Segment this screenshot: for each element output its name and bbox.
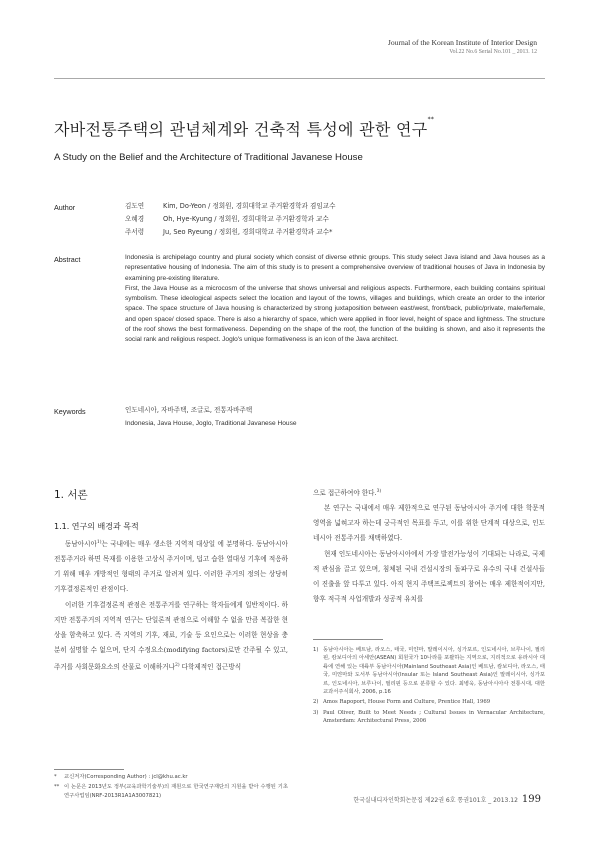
- footnote-item: [54, 773, 288, 781]
- author-korean-name: 주서령: [125, 228, 145, 236]
- abstract-label: Abstract: [54, 255, 81, 264]
- body-text: 이러한 기후결정론적 관점은 전통주거를 연구하는 학자들에게 일반적이다. 하지만 전통주거의 지역적 연구는 단일론적 관점으로 이해할 수 없을 만큼 복잡한 현상을 함축하고 있다. 즉 지역의 기후, 재료, 기술 등 요인으로는 이러한 현상을 충분히 설명할 수 없으며, 단지 수정요소(modifying factors)로만 간주될 수 있고, 주거를 사회문화요소의 산물로 이해하거나: [54, 600, 288, 672]
- abstract-body: [125, 253, 545, 346]
- footnote-text: Paul Oliver, Built to Meet Needs ; Cultural Issues in Vernacular Architecture, Amsterdam: Architectural Press, 2006: [323, 709, 545, 725]
- body-text: 으로 접근하여야 한다.: [313, 489, 377, 498]
- body-paragraph: [313, 547, 545, 607]
- footnote-text: Amos Rapoport, House Form and Culture, Prentice Hall, 1969: [323, 699, 491, 706]
- left-footnotes: [54, 773, 288, 802]
- keywords-label: Keywords: [54, 407, 86, 416]
- body-text: 본 연구는 국내에서 매우 제한적으로 연구된 동남아시아 주거에 대한 학문적 영역을 넓혀고자 하는데 궁극적인 목표를 두고, 이를 위한 단계적 대상으로, 인도네시아 전통주거를 채택하였다.: [313, 504, 545, 543]
- footnote-mark: 3): [313, 709, 319, 716]
- right-body-column: [313, 484, 545, 607]
- left-body-column: [54, 535, 288, 675]
- author-korean-name: 김도연: [125, 202, 145, 210]
- body-text: 동남아시아: [65, 540, 97, 549]
- korean-title-text: 자바전통주택의 관념체계와 건축적 특성에 관한 연구: [54, 120, 428, 139]
- page-footer: [353, 794, 541, 805]
- footnote-mark: **: [54, 784, 60, 791]
- body-paragraph: [54, 598, 288, 676]
- footnote-ref: 3): [376, 489, 382, 494]
- body-text: 다학제적인 접근방식: [179, 663, 242, 672]
- subsection-title: 1.1. 연구의 배경과 목적: [54, 522, 139, 531]
- footnote-text: 교신저자(Corresponding Author) : jcl@khu.ac.kr: [64, 774, 188, 780]
- english-title: A Study on the Belief and the Architecture of Traditional Javanese House: [54, 152, 363, 163]
- author-label: Author: [54, 203, 76, 212]
- footnote-ref: 2): [174, 662, 180, 668]
- footnote-mark: *: [54, 774, 57, 780]
- footnote-ref: 1): [96, 540, 102, 545]
- author-row: [125, 226, 335, 239]
- journal-volume: Vol.22 No.6 Serial No.101 _ 2013. 12: [449, 49, 537, 55]
- journal-name: Journal of the Korean Institute of Interior Design: [387, 38, 537, 47]
- page-number: 199: [521, 794, 541, 805]
- abstract-paragraph: First, the Java House as a microcosm of the universe that shows universal and religious aspects. Furthermore, each building contains spiritual symbolism. These ideological aspects select the location and layout of the towns, villages and buildings, which create an order to the interior space. The space structure of Java housing is characterized by strong juxtaposition between east/west, front/back, public/private, male/female, and open space/ closed space. There is also a hierarchy of space, which were applied in floor level, height of space and lightness. The structure of the roof shows the best formativeness. Depending on the shape of the roof, the function of the building is shown, and also it represents the social rank and religious respect. Joglo's unique formativeness is an icon of the Java architect.: [125, 284, 545, 344]
- body-text: 는 국내에는 매우 생소한 지역적 대상일 에 분명하다. 동남아시아 전통주거라 하면 목재를 이용한 고상식 주거이며, 덥고 습한 열대성 기후에 적응하기 위해 매우 개방적인 형태의 주거로 알려져 있다. 이러한 주거의 정의는 상당히 기후결정론적인 관점이다.: [54, 540, 288, 594]
- footnote-text: 동남아시아는 베트남, 라오스, 태국, 미얀마, 말레이시아, 싱가포르, 인도네시아, 브루나이, 필리핀, 캄보디아의 아세안(ASEAN) 회원국가 10나라를 포괄하는 지역으로, 지리적으로 유라시아 대륙에 연해 있는 대륙부 동남아시아(Mainland Southeast Asia)인 베트남, 캄보디아, 라오스, 태국, 미얀마와 도서부 동남아시아(Insular 또는 Island Southeast Asia)인 말레이시아, 싱가포르, 인도네시아, 브루나이, 필리핀 등으로 분류할 수 있다. 최병욱, 동남아시아사 전통시대, 대한교과서주식회사, 2006, p.16: [323, 647, 545, 696]
- footnote-text: 이 논문은 2013년도 정부(교육과학기술부)의 재원으로 한국연구재단의 지원을 받아 수행된 기초연구사업임(NRF-2013R1A1A3007821): [64, 784, 288, 799]
- footnote-rule: [313, 639, 383, 640]
- footnote-mark: 2): [313, 699, 319, 706]
- author-detail: Kim, Do-Yeon / 정회원, 경희대학교 주거환경학과 겸임교수: [163, 202, 336, 210]
- keywords-korean: 인도네시아, 자바주택, 조글로, 전통자바주택: [125, 406, 253, 414]
- author-row: [125, 200, 335, 213]
- section-title: 1. 서론: [54, 489, 88, 501]
- footnote-item: [313, 646, 545, 696]
- keywords-list: [125, 404, 297, 430]
- footnote-rule: [54, 769, 124, 770]
- footnote-item: [54, 783, 288, 800]
- keywords-english: Indonesia, Java House, Joglo, Traditional Javanese House: [125, 420, 297, 427]
- header-rule: [54, 78, 545, 79]
- footnote-mark: 1): [313, 647, 319, 653]
- author-detail: Oh, Hye-Kyung / 정회원, 경희대학교 주거환경학과 교수: [163, 215, 329, 223]
- body-paragraph: [54, 535, 288, 598]
- body-paragraph: [313, 501, 545, 546]
- journal-header: [388, 38, 537, 55]
- author-list: [125, 200, 335, 239]
- footnote-item: [313, 709, 545, 726]
- author-row: [125, 213, 335, 226]
- footer-journal: 한국실내디자인학회논문집 제22권 6호 통권101호 _ 2013.12: [353, 797, 518, 804]
- abstract-paragraph: Indonesia is archipelago country and plural society which consist of diverse ethnic groups. This study select Java island and Java houses as a representative housing of Indonesia. The aim of this study is to present a comprehensive overview of traditional houses of Java in Indonesia by examining pre-existing literature.: [125, 254, 545, 282]
- author-korean-name: 오혜경: [125, 215, 145, 223]
- korean-title: [54, 117, 434, 140]
- body-text: 현재 인도네시아는 동남아시아에서 가장 발전가능성이 기대되는 나라로, 국제적 관심을 끌고 있으며, 침체된 국내 건설시장의 돌파구로 유수의 국내 건설사들이 진출을 앞 다투고 있다. 아직 현지 주택프로젝트의 참여는 매우 제한적이지만, 향후 적극적 사업개발과 성공적 유치를: [313, 549, 545, 603]
- body-paragraph: [313, 484, 545, 501]
- title-footnote-marker: **: [427, 116, 435, 123]
- footnote-item: [313, 698, 545, 706]
- right-footnotes: [313, 646, 545, 728]
- author-detail: Ju, Seo Ryeung / 정회원, 경희대학교 주거환경학과 교수*: [163, 228, 333, 236]
